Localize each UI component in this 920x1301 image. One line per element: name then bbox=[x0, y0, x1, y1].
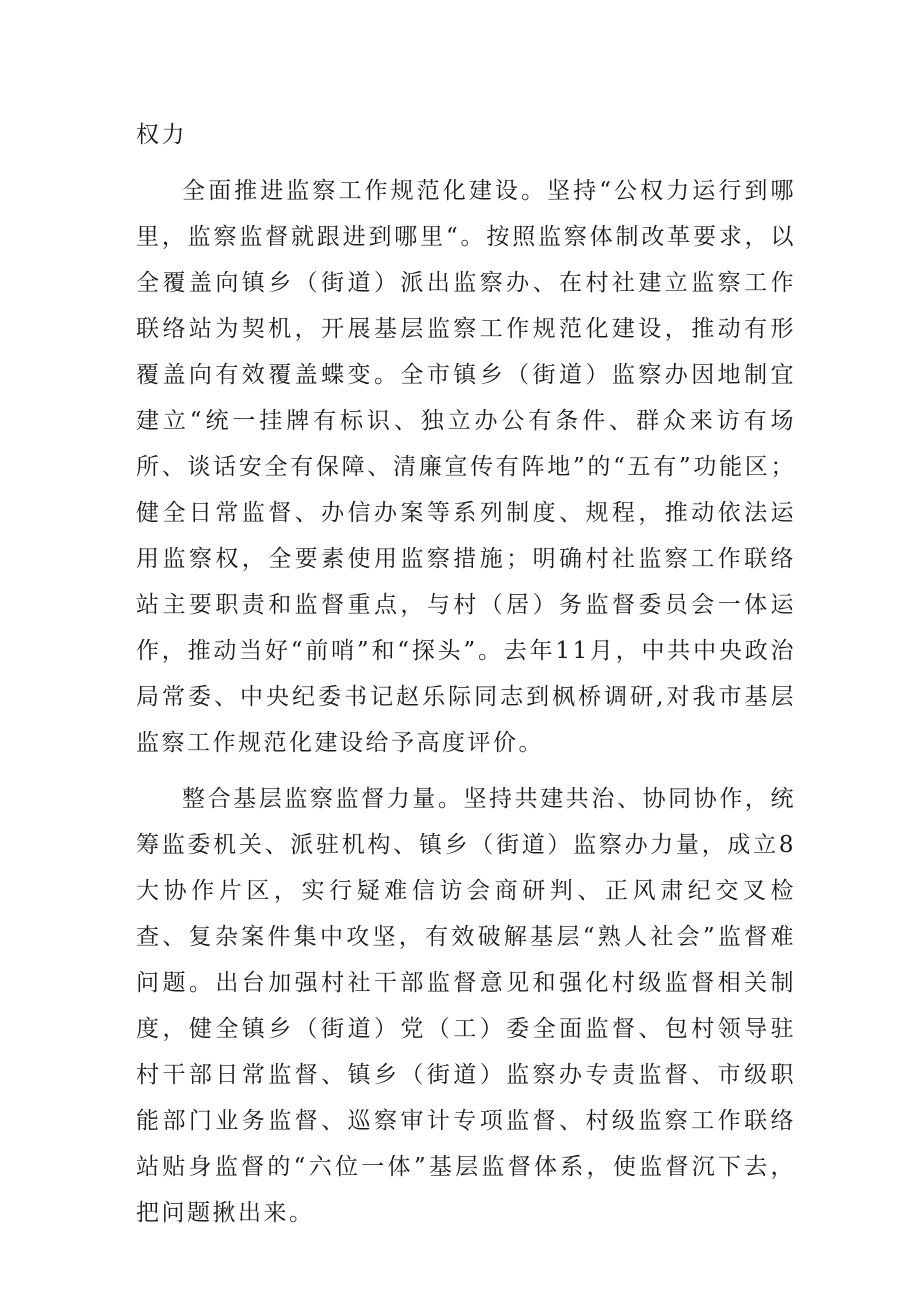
paragraph-integration: 整合基层监察监督力量。坚持共建共治、协同协作，统筹监委机关、派驻机构、镇乡（街道）监察办力量，成立8大协作片区，实行疑难信访会商研判、正风肃纪交叉检查、复杂案件集中攻坚，有效破解基层“熟人社会”监督难问题。出台加强村社干部监督意见和强化村级监督相关制度，健全镇乡（街道）党（工）委全面监督、包村领导驻村干部日常监督、镇乡（街道）监察办专责监督、市级职能部门业务监督、巡察审计专项监督、村级监察工作联络站贴身监督的“六位一体”基层监督体系，使监督沉下去，把问题揪出来。 bbox=[136, 786, 796, 1226]
paragraph-standardization: 全面推进监察工作规范化建设。坚持“公权力运行到哪里，监察监督就跟进到哪里“。按照监察体制改革要求，以全覆盖向镇乡（街道）派出监察办、在村社建立监察工作联络站为契机，开展基层监察工作规范化建设，推动有形覆盖向有效覆盖蝶变。全市镇乡（街道）监察办因地制宜建立“统一挂牌有标识、独立办公有条件、群众来访有场所、谈话安全有保障、清廉宣传有阵地”的“五有”功能区；健全日常监督、办信办案等系列制度、规程，推动依法运用监察权，全要素使用监察措施；明确村社监察工作联络站主要职责和监督重点，与村（居）务监督委员会一体运作，推动当好“前哨”和“探头”。去年11月，中共中央政治局常委、中央纪委书记赵乐际同志到枫桥调研,对我市基层监察工作规范化建设给予高度评价。 bbox=[136, 178, 796, 756]
document-body bbox=[136, 112, 796, 1236]
continuation-line: 权力 bbox=[136, 122, 187, 148]
